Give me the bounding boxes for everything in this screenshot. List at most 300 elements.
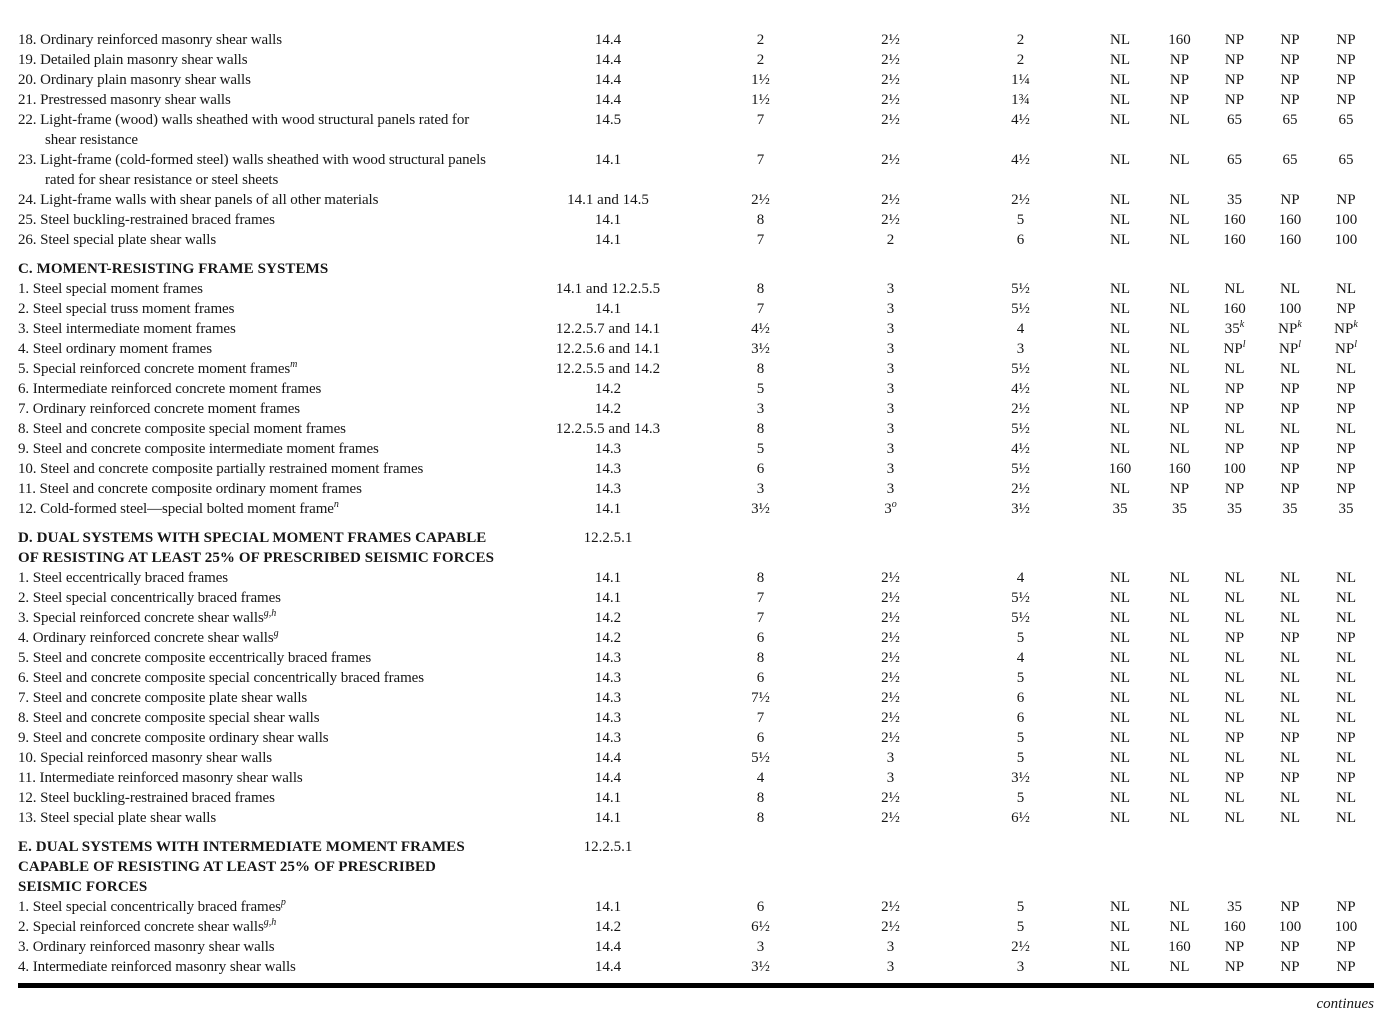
section-ref-cell: 14.4	[594, 32, 622, 48]
response-modification-r-cell: 6½	[751, 919, 770, 935]
system-name-cell: 26. Steel special plate shear walls	[18, 232, 217, 248]
sdc-c-limit-cell: NP	[1169, 72, 1190, 88]
sdc-e-limit-cell: NL	[1280, 750, 1300, 766]
table-row	[18, 608, 1374, 628]
overstrength-omega0-cell: 3	[886, 939, 895, 955]
overstrength-omega0-cell: 3	[886, 401, 895, 417]
response-modification-r-cell: 3½	[751, 341, 770, 357]
deflection-amplification-cd-cell: 5½	[1011, 461, 1030, 477]
overstrength-omega0-cell: 2½	[881, 810, 900, 826]
section-ref-cell: 14.2	[594, 381, 622, 397]
sdc-f-limit-cell: 100	[1334, 212, 1358, 228]
sdc-b-limit-cell: NL	[1110, 690, 1130, 706]
sdc-b-limit-cell: NL	[1110, 321, 1130, 337]
sdc-b-limit-cell: NL	[1110, 92, 1130, 108]
deflection-amplification-cd-cell: 6	[1016, 232, 1025, 248]
system-name-cell: 7. Ordinary reinforced concrete moment frames	[18, 401, 301, 417]
sdc-b-limit-cell: NL	[1110, 710, 1130, 726]
sdc-e-limit-cell: 100	[1278, 301, 1302, 317]
table-section	[18, 837, 1374, 977]
overstrength-omega0-cell: 2½	[881, 152, 900, 168]
sdc-d-limit-cell: NL	[1224, 590, 1245, 606]
overstrength-omega0-cell: 3$^o$	[884, 499, 897, 517]
sdc-c-limit-cell: NL	[1169, 810, 1190, 826]
table-row	[18, 708, 1374, 728]
sdc-b-limit-cell: NL	[1110, 790, 1130, 806]
sdc-b-limit-cell: NL	[1110, 730, 1130, 746]
sdc-c-limit-cell: NL	[1169, 919, 1190, 935]
sdc-f-limit-cell: NP	[1336, 301, 1356, 317]
sdc-f-limit-cell: NL	[1336, 650, 1356, 666]
sdc-e-limit-cell: NP	[1280, 32, 1300, 48]
sdc-f-limit-cell: NL	[1336, 421, 1356, 437]
overstrength-omega0-cell: 2½	[881, 32, 900, 48]
sdc-e-limit-cell: NL	[1280, 361, 1300, 377]
table-row	[18, 568, 1374, 588]
response-modification-r-cell: 7	[756, 590, 765, 606]
sdc-b-limit-cell: NL	[1110, 570, 1130, 586]
seismic-force-resisting-systems-table	[18, 30, 1374, 977]
sdc-e-limit-cell: 160	[1278, 232, 1302, 248]
section-ref-cell: 12.2.5.5 and 14.2	[555, 361, 661, 377]
deflection-amplification-cd-cell: 3½	[1011, 501, 1030, 517]
section-ref-cell: 14.1 and 14.5	[567, 192, 649, 208]
section-header-title: D. DUAL SYSTEMS WITH SPECIAL MOMENT FRAMES CAPABLE OF RESISTING AT LEAST 25% OF PRESCRIBED SEISMIC FORCES	[18, 530, 495, 566]
system-name-cell: 2. Special reinforced concrete shear walls$^{g,h}$	[18, 917, 277, 935]
sdc-d-limit-cell: NL	[1224, 750, 1245, 766]
table-row	[18, 319, 1374, 339]
system-name-cell: 10. Steel and concrete composite partially restrained moment frames	[18, 461, 424, 477]
table-row	[18, 70, 1374, 90]
sdc-b-limit-cell: NL	[1110, 481, 1130, 497]
section-ref-cell: 14.2	[594, 401, 622, 417]
sdc-e-limit-cell: NP	[1280, 899, 1300, 915]
sdc-c-limit-cell: NL	[1169, 321, 1190, 337]
section-ref-cell: 14.3	[594, 461, 622, 477]
sdc-c-limit-cell: NL	[1169, 112, 1190, 128]
overstrength-omega0-cell: 3	[886, 959, 895, 975]
table-row	[18, 90, 1374, 110]
sdc-e-limit-cell: NL	[1280, 810, 1300, 826]
sdc-e-limit-cell: NP	[1280, 939, 1300, 955]
sdc-d-limit-cell: NP	[1224, 630, 1245, 646]
table-row	[18, 419, 1374, 439]
section-ref-cell: 14.3	[594, 441, 622, 457]
system-name-cell: 5. Special reinforced concrete moment frames$^m$	[18, 359, 298, 377]
section-ref-cell: 14.2	[594, 919, 622, 935]
sdc-c-limit-cell: NL	[1169, 281, 1190, 297]
sdc-d-limit-cell: NL	[1224, 670, 1245, 686]
overstrength-omega0-cell: 2½	[881, 730, 900, 746]
sdc-d-limit-cell: 160	[1223, 232, 1246, 248]
sdc-c-limit-cell: 160	[1168, 939, 1191, 955]
deflection-amplification-cd-cell: 2½	[1011, 192, 1030, 208]
table-row	[18, 957, 1374, 977]
overstrength-omega0-cell: 3	[886, 321, 895, 337]
deflection-amplification-cd-cell: 6	[1016, 690, 1025, 706]
response-modification-r-cell: 5½	[751, 750, 770, 766]
sdc-b-limit-cell: NL	[1110, 441, 1130, 457]
response-modification-r-cell: 8	[756, 570, 765, 586]
sdc-b-limit-cell: NL	[1110, 232, 1130, 248]
sdc-b-limit-cell: NL	[1110, 281, 1130, 297]
system-name-cell: 3. Special reinforced concrete shear walls$^{g,h}$	[18, 608, 277, 626]
response-modification-r-cell: 1½	[751, 92, 770, 108]
system-name-cell: 7. Steel and concrete composite plate shear walls	[18, 690, 308, 706]
sdc-c-limit-cell: NL	[1169, 570, 1190, 586]
deflection-amplification-cd-cell: 5	[1016, 750, 1025, 766]
sdc-e-limit-cell: NP	[1280, 461, 1300, 477]
table-row	[18, 937, 1374, 957]
section-ref-cell: 14.4	[594, 959, 622, 975]
table-row	[18, 479, 1374, 499]
sdc-e-limit-cell: NL	[1280, 590, 1300, 606]
overstrength-omega0-cell: 2½	[881, 52, 900, 68]
table-row	[18, 459, 1374, 479]
deflection-amplification-cd-cell: 3½	[1011, 770, 1030, 786]
overstrength-omega0-cell: 2½	[881, 570, 900, 586]
overstrength-omega0-cell: 3	[886, 361, 895, 377]
sdc-b-limit-cell: NL	[1110, 192, 1130, 208]
deflection-amplification-cd-cell: 4	[1016, 321, 1025, 337]
sdc-b-limit-cell: NL	[1110, 810, 1130, 826]
deflection-amplification-cd-cell: 2½	[1011, 401, 1030, 417]
table-row	[18, 917, 1374, 937]
deflection-amplification-cd-cell: 5	[1016, 899, 1025, 915]
overstrength-omega0-cell: 2½	[881, 590, 900, 606]
overstrength-omega0-cell: 2½	[881, 710, 900, 726]
response-modification-r-cell: 8	[756, 810, 765, 826]
response-modification-r-cell: 7½	[751, 690, 770, 706]
sdc-c-limit-cell: 35	[1172, 501, 1187, 517]
system-name-cell: 1. Steel eccentrically braced frames	[18, 570, 229, 586]
table-row	[18, 748, 1374, 768]
sdc-f-limit-cell: NL	[1336, 750, 1356, 766]
sdc-c-limit-cell: NL	[1169, 710, 1190, 726]
sdc-c-limit-cell: NL	[1169, 212, 1190, 228]
sdc-f-limit-cell: NP	[1336, 461, 1356, 477]
response-modification-r-cell: 2	[756, 52, 765, 68]
deflection-amplification-cd-cell: 4½	[1011, 441, 1030, 457]
sdc-d-limit-cell: $NP^l$	[1223, 339, 1246, 357]
sdc-e-limit-cell: NL	[1280, 281, 1300, 297]
sdc-c-limit-cell: NL	[1169, 690, 1190, 706]
section-ref-cell: 14.2	[594, 630, 622, 646]
sdc-f-limit-cell: NP	[1336, 52, 1356, 68]
sdc-e-limit-cell: NP	[1280, 401, 1300, 417]
system-name-cell: 20. Ordinary plain masonry shear walls	[18, 72, 251, 88]
sdc-b-limit-cell: NL	[1110, 72, 1130, 88]
section-ref-cell: 12.2.5.6 and 14.1	[555, 341, 661, 357]
sdc-e-limit-cell: NL	[1280, 650, 1300, 666]
deflection-amplification-cd-cell: 3	[1016, 959, 1025, 975]
sdc-b-limit-cell: NL	[1110, 670, 1130, 686]
sdc-e-limit-cell: NP	[1280, 730, 1300, 746]
section-ref-cell: 14.5	[594, 112, 622, 128]
sdc-d-limit-cell: NL	[1224, 281, 1245, 297]
sdc-f-limit-cell: NP	[1336, 939, 1356, 955]
response-modification-r-cell: 6	[756, 461, 765, 477]
sdc-f-limit-cell: NL	[1336, 570, 1356, 586]
table-row	[18, 648, 1374, 668]
sdc-e-limit-cell: NP	[1280, 441, 1300, 457]
system-name-cell: 6. Steel and concrete composite special concentrically braced frames	[18, 670, 424, 686]
section-ref-cell: 14.1	[594, 301, 622, 317]
response-modification-r-cell: 4½	[751, 321, 770, 337]
sdc-c-limit-cell: NL	[1169, 790, 1190, 806]
table-section	[18, 259, 1374, 519]
system-name-cell: 10. Special reinforced masonry shear walls	[18, 750, 273, 766]
overstrength-omega0-cell: 2½	[881, 630, 900, 646]
sdc-c-limit-cell: NP	[1169, 401, 1190, 417]
sdc-c-limit-cell: NP	[1169, 52, 1190, 68]
section-ref-cell: 12.2.5.1	[583, 530, 633, 546]
sdc-b-limit-cell: NL	[1110, 899, 1130, 915]
sdc-f-limit-cell: NP	[1336, 92, 1356, 108]
deflection-amplification-cd-cell: 3	[1016, 341, 1025, 357]
system-name-cell: 21. Prestressed masonry shear walls	[18, 92, 231, 108]
sdc-d-limit-cell: NL	[1224, 361, 1245, 377]
system-name-cell: 3. Ordinary reinforced masonry shear walls	[18, 939, 275, 955]
deflection-amplification-cd-cell: 5	[1016, 790, 1025, 806]
sdc-d-limit-cell: NL	[1224, 610, 1245, 626]
deflection-amplification-cd-cell: 5	[1016, 730, 1025, 746]
sdc-b-limit-cell: NL	[1110, 590, 1130, 606]
system-name-cell: 1. Steel special concentrically braced frames$^p$	[18, 897, 286, 915]
table-row	[18, 339, 1374, 359]
response-modification-r-cell: 3	[756, 481, 765, 497]
deflection-amplification-cd-cell: 5	[1016, 670, 1025, 686]
sdc-e-limit-cell: NP	[1280, 52, 1300, 68]
sdc-b-limit-cell: NL	[1110, 610, 1130, 626]
table-section	[18, 30, 1374, 250]
sdc-c-limit-cell: NL	[1169, 750, 1190, 766]
overstrength-omega0-cell: 3	[886, 301, 895, 317]
table-row	[18, 150, 1374, 190]
sdc-e-limit-cell: NP	[1280, 92, 1300, 108]
sdc-d-limit-cell: 35$^k$	[1224, 319, 1245, 337]
section-ref-cell: 14.4	[594, 750, 622, 766]
section-ref-cell: 14.4	[594, 72, 622, 88]
overstrength-omega0-cell: 3	[886, 481, 895, 497]
table-row	[18, 808, 1374, 828]
response-modification-r-cell: 4	[756, 770, 765, 786]
section-header-row	[18, 528, 1374, 568]
table-row	[18, 210, 1374, 230]
sdc-f-limit-cell: 65	[1338, 112, 1354, 128]
deflection-amplification-cd-cell: 4½	[1011, 152, 1030, 168]
sdc-d-limit-cell: 65	[1227, 112, 1242, 128]
response-modification-r-cell: 6	[756, 899, 765, 915]
sdc-d-limit-cell: NP	[1224, 959, 1245, 975]
sdc-c-limit-cell: NL	[1169, 192, 1190, 208]
sdc-e-limit-cell: NL	[1280, 690, 1300, 706]
overstrength-omega0-cell: 3	[886, 770, 895, 786]
deflection-amplification-cd-cell: 5	[1016, 919, 1025, 935]
sdc-d-limit-cell: 160	[1223, 919, 1246, 935]
sdc-f-limit-cell: 35	[1338, 501, 1354, 517]
response-modification-r-cell: 1½	[751, 72, 770, 88]
sdc-f-limit-cell: NL	[1336, 590, 1356, 606]
table-row	[18, 299, 1374, 319]
sdc-e-limit-cell: NP	[1280, 381, 1300, 397]
section-header-row	[18, 837, 1374, 897]
sdc-e-limit-cell: NL	[1280, 790, 1300, 806]
sdc-c-limit-cell: NL	[1169, 301, 1190, 317]
sdc-f-limit-cell: NP	[1336, 401, 1356, 417]
sdc-b-limit-cell: 35	[1112, 501, 1128, 517]
sdc-d-limit-cell: NP	[1224, 32, 1245, 48]
table-row	[18, 379, 1374, 399]
section-ref-cell: 12.2.5.5 and 14.3	[555, 421, 661, 437]
deflection-amplification-cd-cell: 5½	[1011, 421, 1030, 437]
sdc-c-limit-cell: NL	[1169, 959, 1190, 975]
response-modification-r-cell: 2	[756, 32, 765, 48]
sdc-d-limit-cell: 35	[1227, 501, 1242, 517]
sdc-b-limit-cell: NL	[1110, 52, 1130, 68]
system-name-cell: 18. Ordinary reinforced masonry shear walls	[18, 32, 282, 48]
sdc-d-limit-cell: 160	[1223, 212, 1246, 228]
system-name-cell: 11. Steel and concrete composite ordinary moment frames	[18, 481, 362, 497]
section-header-row	[18, 259, 1374, 279]
response-modification-r-cell: 8	[756, 421, 765, 437]
sdc-f-limit-cell: NP	[1336, 899, 1356, 915]
section-header-title: C. MOMENT-RESISTING FRAME SYSTEMS	[18, 261, 329, 277]
response-modification-r-cell: 8	[756, 361, 765, 377]
sdc-b-limit-cell: NL	[1110, 341, 1130, 357]
section-ref-cell: 14.4	[594, 939, 622, 955]
sdc-f-limit-cell: NL	[1336, 281, 1356, 297]
response-modification-r-cell: 7	[756, 301, 765, 317]
sdc-b-limit-cell: NL	[1110, 212, 1130, 228]
sdc-c-limit-cell: NL	[1169, 610, 1190, 626]
system-name-cell: 4. Intermediate reinforced masonry shear walls	[18, 959, 296, 975]
sdc-c-limit-cell: 160	[1168, 461, 1191, 477]
sdc-b-limit-cell: NL	[1110, 421, 1130, 437]
deflection-amplification-cd-cell: 1¼	[1011, 72, 1030, 88]
sdc-d-limit-cell: 35	[1227, 192, 1242, 208]
overstrength-omega0-cell: 2½	[881, 92, 900, 108]
sdc-b-limit-cell: NL	[1110, 770, 1130, 786]
overstrength-omega0-cell: 2½	[881, 690, 900, 706]
deflection-amplification-cd-cell: 5½	[1011, 590, 1030, 606]
deflection-amplification-cd-cell: 5	[1016, 212, 1025, 228]
sdc-b-limit-cell: NL	[1110, 939, 1130, 955]
section-ref-cell: 14.2	[594, 610, 622, 626]
response-modification-r-cell: 7	[756, 710, 765, 726]
sdc-f-limit-cell: NL	[1336, 670, 1356, 686]
table-row	[18, 110, 1374, 150]
response-modification-r-cell: 6	[756, 730, 765, 746]
sdc-f-limit-cell: $NP^k$	[1334, 319, 1358, 337]
sdc-e-limit-cell: $NP^l$	[1279, 339, 1301, 357]
sdc-f-limit-cell: 65	[1338, 152, 1354, 168]
sdc-e-limit-cell: NP	[1280, 192, 1300, 208]
sdc-d-limit-cell: NL	[1224, 810, 1245, 826]
sdc-c-limit-cell: 160	[1168, 32, 1191, 48]
system-name-cell: 4. Ordinary reinforced concrete shear walls$^g$	[18, 628, 279, 646]
deflection-amplification-cd-cell: 1¾	[1011, 92, 1030, 108]
deflection-amplification-cd-cell: 2	[1016, 32, 1025, 48]
sdc-f-limit-cell: NP	[1336, 32, 1356, 48]
sdc-c-limit-cell: NL	[1169, 670, 1190, 686]
table-row	[18, 897, 1374, 917]
sdc-c-limit-cell: NP	[1169, 92, 1190, 108]
sdc-b-limit-cell: NL	[1110, 750, 1130, 766]
sdc-d-limit-cell: NL	[1224, 790, 1245, 806]
response-modification-r-cell: 8	[756, 790, 765, 806]
sdc-f-limit-cell: NL	[1336, 710, 1356, 726]
deflection-amplification-cd-cell: 2	[1016, 52, 1025, 68]
sdc-c-limit-cell: NL	[1169, 770, 1190, 786]
sdc-e-limit-cell: $NP^k$	[1278, 319, 1302, 337]
response-modification-r-cell: 7	[756, 112, 765, 128]
section-ref-cell: 14.1	[594, 899, 622, 915]
deflection-amplification-cd-cell: 4	[1016, 650, 1025, 666]
sdc-f-limit-cell: NP	[1336, 481, 1356, 497]
response-modification-r-cell: 8	[756, 212, 765, 228]
overstrength-omega0-cell: 3	[886, 381, 895, 397]
system-name-cell: 12. Cold-formed steel—special bolted moment frame$^n$	[18, 499, 339, 517]
section-ref-cell: 14.1	[594, 810, 622, 826]
overstrength-omega0-cell: 2½	[881, 919, 900, 935]
table-row	[18, 50, 1374, 70]
system-name-cell: 22. Light-frame (wood) walls sheathed with wood structural panels rated for shear resistance	[18, 112, 470, 148]
system-name-cell: 9. Steel and concrete composite ordinary shear walls	[18, 730, 329, 746]
table-row	[18, 279, 1374, 299]
sdc-f-limit-cell: NP	[1336, 730, 1356, 746]
response-modification-r-cell: 2½	[751, 192, 770, 208]
table-row	[18, 230, 1374, 250]
sdc-e-limit-cell: NL	[1280, 610, 1300, 626]
overstrength-omega0-cell: 2½	[881, 650, 900, 666]
table-row	[18, 768, 1374, 788]
response-modification-r-cell: 3½	[751, 959, 770, 975]
response-modification-r-cell: 5	[756, 381, 765, 397]
sdc-c-limit-cell: NL	[1169, 590, 1190, 606]
response-modification-r-cell: 6	[756, 630, 765, 646]
system-name-cell: 5. Steel and concrete composite eccentrically braced frames	[18, 650, 372, 666]
sdc-e-limit-cell: 160	[1278, 212, 1302, 228]
table-row	[18, 190, 1374, 210]
sdc-e-limit-cell: 100	[1278, 919, 1302, 935]
section-ref-cell: 14.4	[594, 92, 622, 108]
response-modification-r-cell: 8	[756, 281, 765, 297]
table-row	[18, 788, 1374, 808]
sdc-f-limit-cell: NL	[1336, 361, 1356, 377]
sdc-c-limit-cell: NP	[1169, 481, 1190, 497]
sdc-e-limit-cell: NL	[1280, 570, 1300, 586]
sdc-c-limit-cell: NL	[1169, 650, 1190, 666]
sdc-e-limit-cell: NP	[1280, 630, 1300, 646]
overstrength-omega0-cell: 3	[886, 461, 895, 477]
sdc-f-limit-cell: NP	[1336, 630, 1356, 646]
sdc-c-limit-cell: NL	[1169, 232, 1190, 248]
sdc-c-limit-cell: NL	[1169, 441, 1190, 457]
sdc-d-limit-cell: NP	[1224, 770, 1245, 786]
table-row	[18, 668, 1374, 688]
response-modification-r-cell: 3½	[751, 501, 770, 517]
sdc-d-limit-cell: NL	[1224, 650, 1245, 666]
section-ref-cell: 14.1	[594, 790, 622, 806]
sdc-b-limit-cell: NL	[1110, 401, 1130, 417]
section-ref-cell: 14.1	[594, 570, 622, 586]
response-modification-r-cell: 8	[756, 650, 765, 666]
section-ref-cell: 12.2.5.7 and 14.1	[555, 321, 661, 337]
response-modification-r-cell: 7	[756, 152, 765, 168]
sdc-b-limit-cell: NL	[1110, 361, 1130, 377]
sdc-f-limit-cell: NL	[1336, 810, 1356, 826]
